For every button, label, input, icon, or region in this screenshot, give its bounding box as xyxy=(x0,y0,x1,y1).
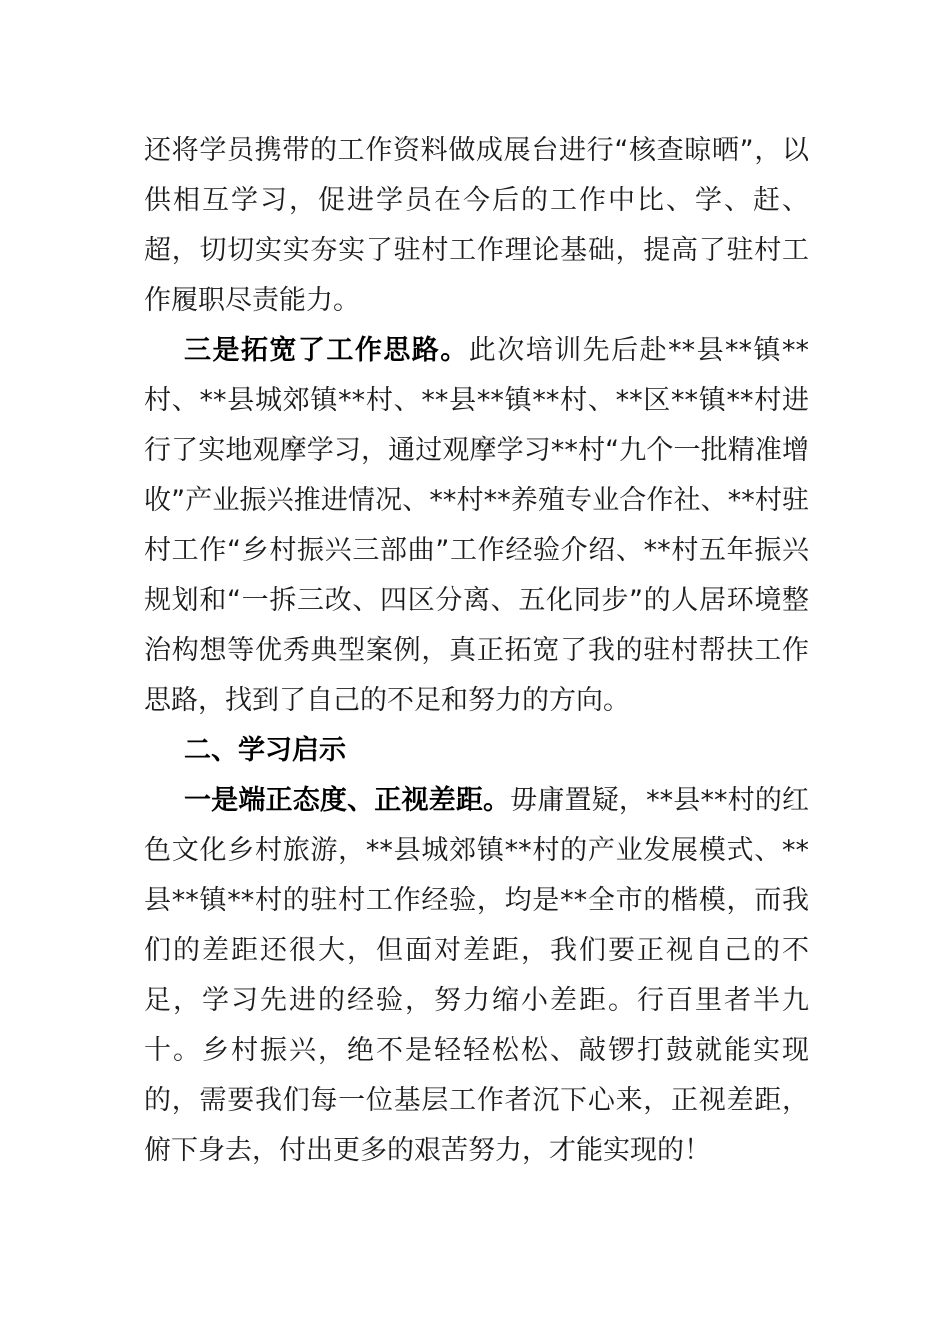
paragraph-text: 毋庸置疑，**县**村的红色文化乡村旅游，**县城郊镇**村的产业发展模式、**县**镇**村的驻村工作经验，均是**全市的楷模，而我们的差距还很大，但面对差距，我们要正视自己的不足，学习先进的经验，努力缩小差距。行百里者半九十。乡村振兴，绝不是轻轻松松、敲锣打鼓就能实现的，需要我们每一位基层工作者沉下心来，正视差距，俯下身去，付出更多的艰苦努力，才能实现的！ xyxy=(144,785,810,1166)
paragraph-continuation xyxy=(144,126,809,326)
paragraph-text: 此次培训先后赴**县**镇**村、**县城郊镇**村、**县**镇**村、**区**镇**村进行了实地观摩学习，通过观摩学习**村“九个一批精准增收”产业振兴推进情况、**村**养殖专业合作社、**村驻村工作“乡村振兴三部曲”工作经验介绍、**村五年振兴规划和“一拆三改、四区分离、五化同步”的人居环境整治构想等优秀典型案例，真正拓宽了我的驻村帮扶工作思路，找到了自己的不足和努力的方向。 xyxy=(144,335,810,716)
paragraph-text: 还将学员携带的工作资料做成展台进行“核查晾晒”，以供相互学习，促进学员在今后的工作中比、学、赶、超，切切实实夯实了驻村工作理论基础，提高了驻村工作履职尽责能力。 xyxy=(144,135,809,316)
paragraph-broaden-thinking xyxy=(144,326,809,726)
document-body xyxy=(144,126,809,1176)
paragraph-correct-attitude xyxy=(144,776,809,1176)
paragraph-lead: 三是拓宽了工作思路。 xyxy=(184,335,469,366)
section-heading: 二、学习启示 xyxy=(184,735,346,766)
paragraph-lead: 一是端正态度、正视差距。 xyxy=(184,785,511,816)
